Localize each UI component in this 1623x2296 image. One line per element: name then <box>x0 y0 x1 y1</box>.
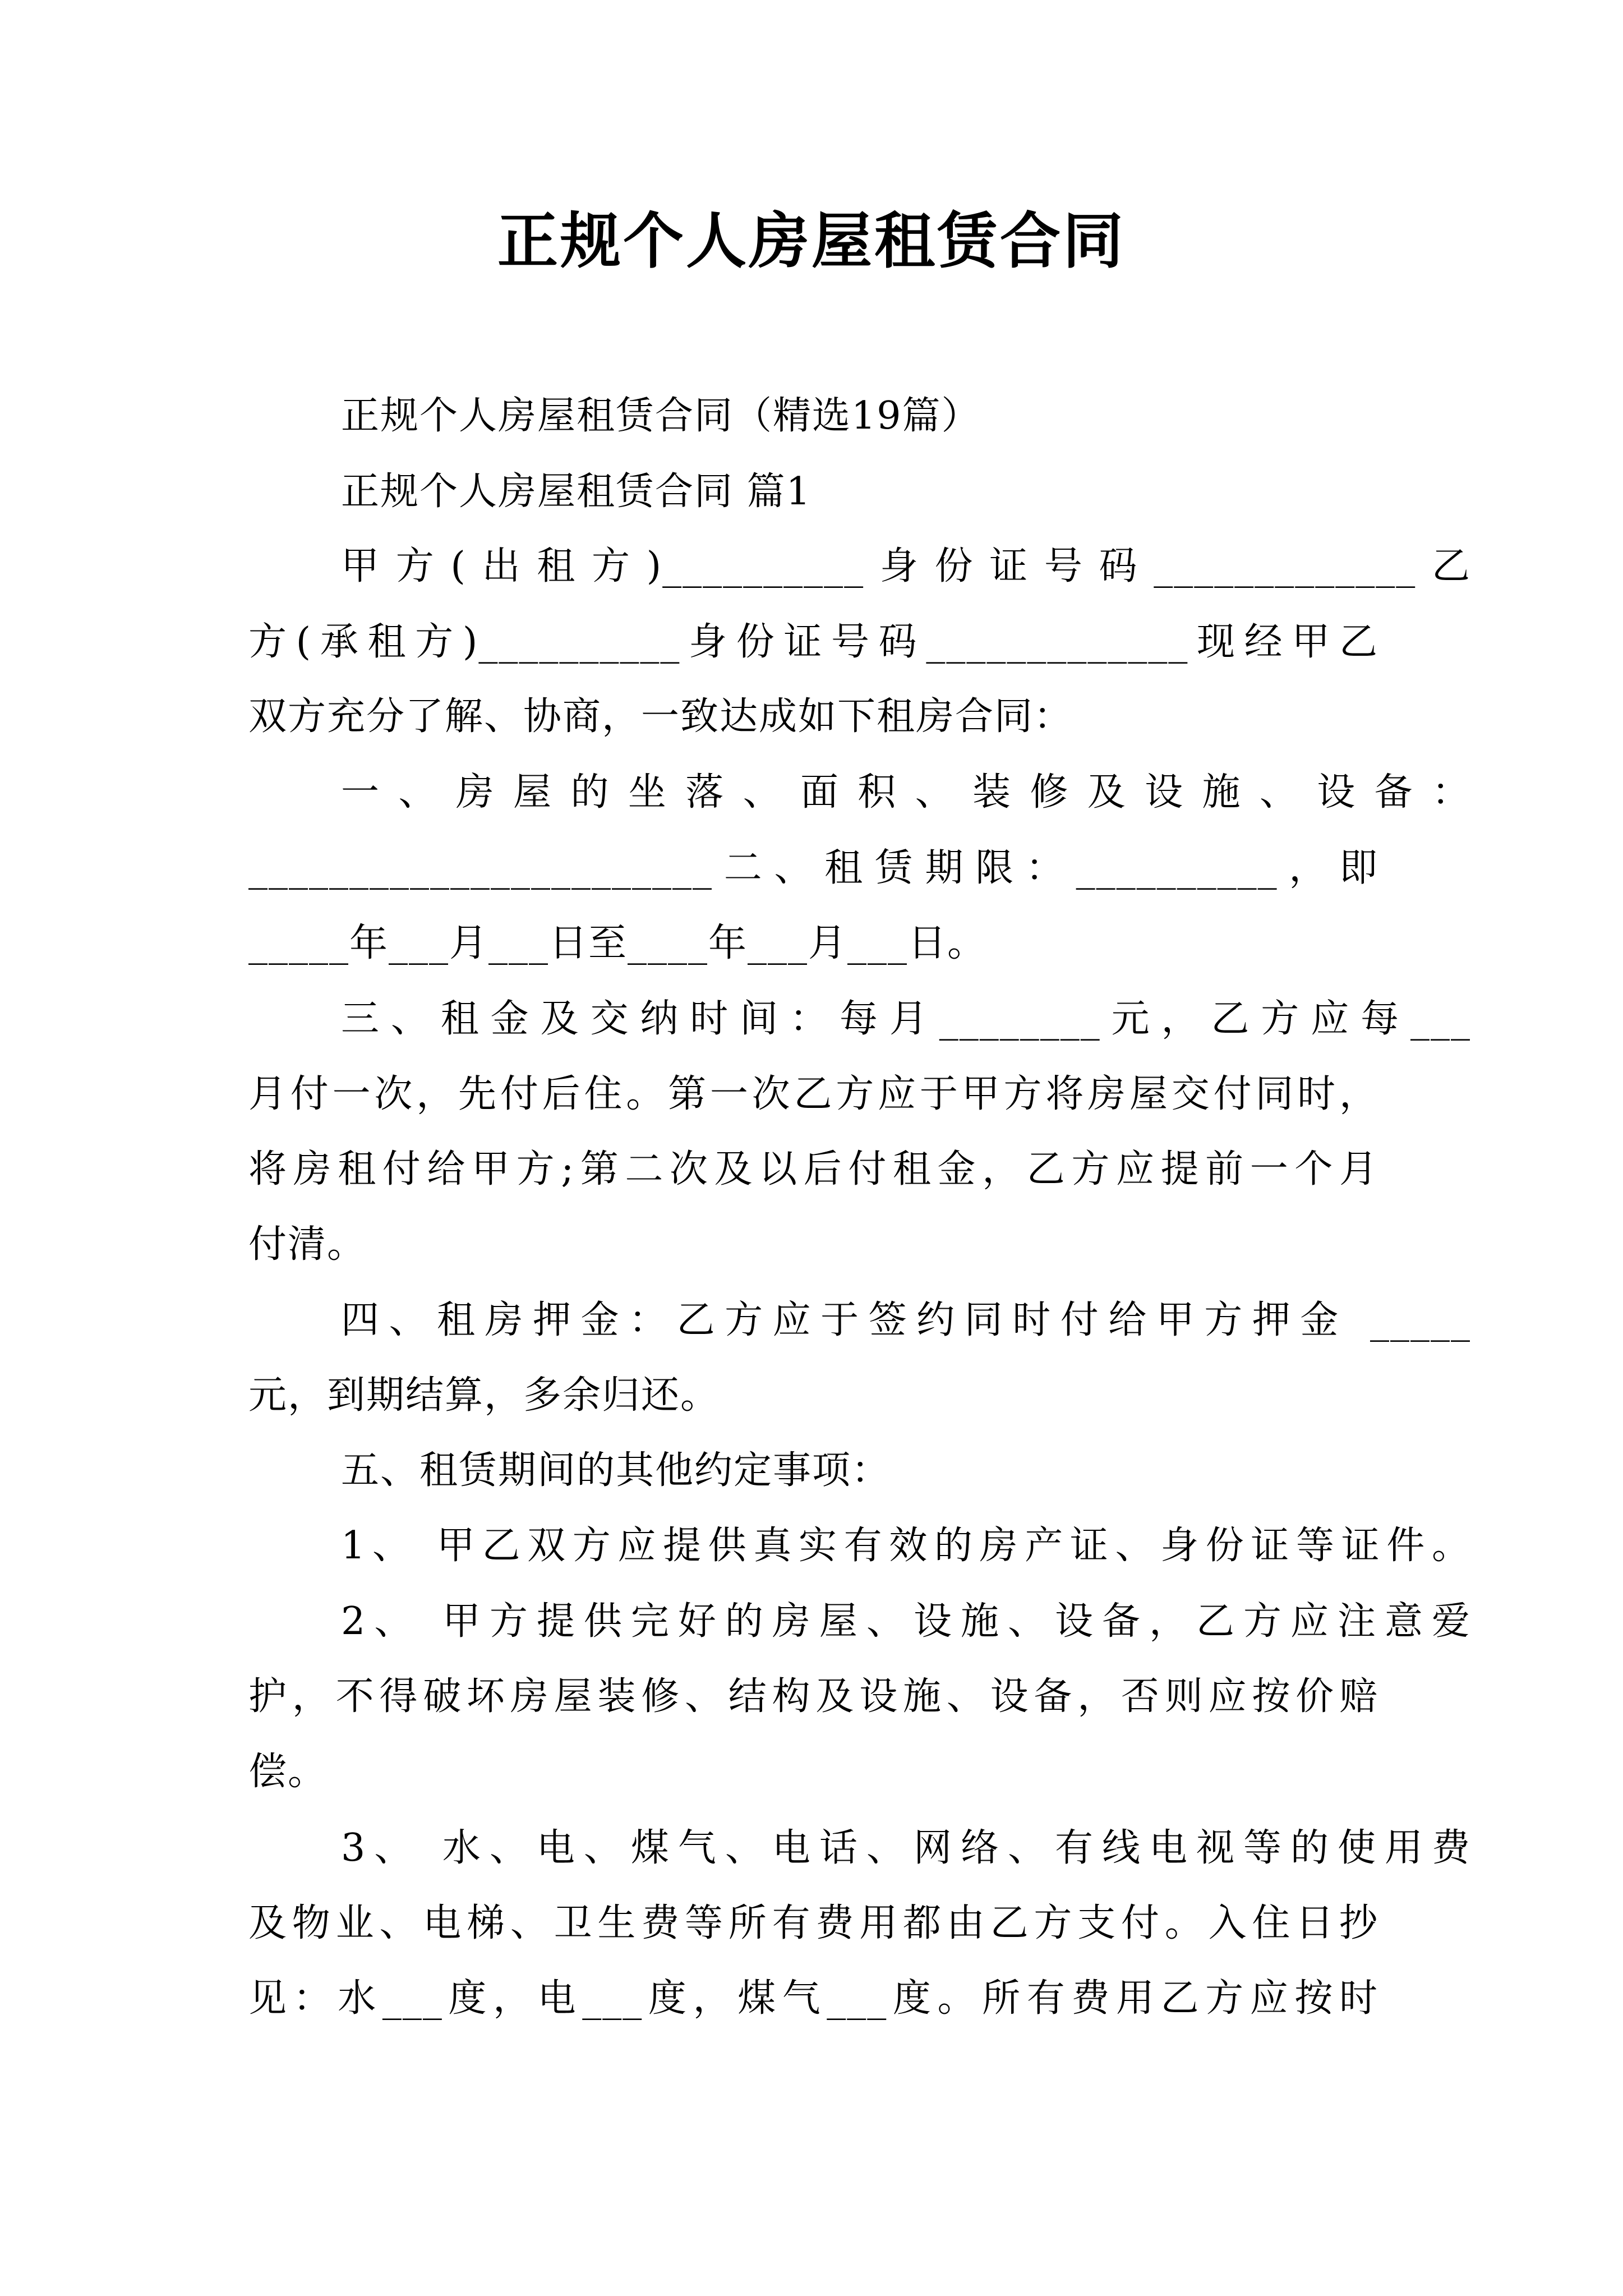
text-line: 将房租付给甲方;第二次及以后付租金，乙方应提前一个月 <box>248 1147 1378 1191</box>
text-line: _____年___月___日至____年___月___日。 <box>248 921 987 965</box>
document-title: 正规个人房屋租赁合同 <box>497 206 1126 277</box>
text-line: 3、 水、电、煤气、电话、网络、有线电视等的使用费 <box>341 1826 1471 1870</box>
text-line: 2、 甲方提供完好的房屋、设施、设备，乙方应注意爱 <box>341 1599 1471 1644</box>
text-line: 正规个人房屋租赁合同 篇1 <box>341 470 811 514</box>
text-line: 护，不得破坏房屋装修、结构及设施、设备，否则应按价赔 <box>248 1674 1378 1719</box>
text-line: 偿。 <box>248 1750 328 1794</box>
text-line: 付清。 <box>248 1222 367 1267</box>
text-line: 双方充分了解、协商，一致达成如下租房合同： <box>248 694 1073 739</box>
text-line: 正规个人房屋租赁合同（精选19篇） <box>341 394 981 438</box>
text-line: 五、租赁期间的其他约定事项： <box>341 1448 891 1493</box>
text-line: 元，到期结算，多余归还。 <box>248 1373 720 1418</box>
text-line: 四、租房押金：乙方应于签约同时付给甲方押金 _____ <box>341 1298 1471 1342</box>
text-line: 月付一次，先付后住。第一次乙方应于甲方将房屋交付同时， <box>248 1072 1378 1116</box>
text-line: _______________________二、租赁期限：__________，即 <box>248 846 1378 890</box>
text-line: 三、租金及交纳时间：每月________元，乙方应每___ <box>341 997 1471 1041</box>
text-line: 及物业、电梯、卫生费等所有费用都由乙方支付。入住日抄 <box>248 1901 1378 1945</box>
text-line: 见：水___度，电___度，煤气___度。所有费用乙方应按时 <box>248 1976 1378 2021</box>
text-line: 1、 甲乙双方应提供真实有效的房产证、身份证等证件。 <box>341 1524 1471 1568</box>
text-line: 甲方(出租方)__________身份证号码_____________乙 <box>341 544 1471 588</box>
text-line: 一、房屋的坐落、面积、装修及设施、设备： <box>341 770 1471 815</box>
text-line: 方(承租方)__________身份证号码_____________现经甲乙 <box>248 620 1378 664</box>
